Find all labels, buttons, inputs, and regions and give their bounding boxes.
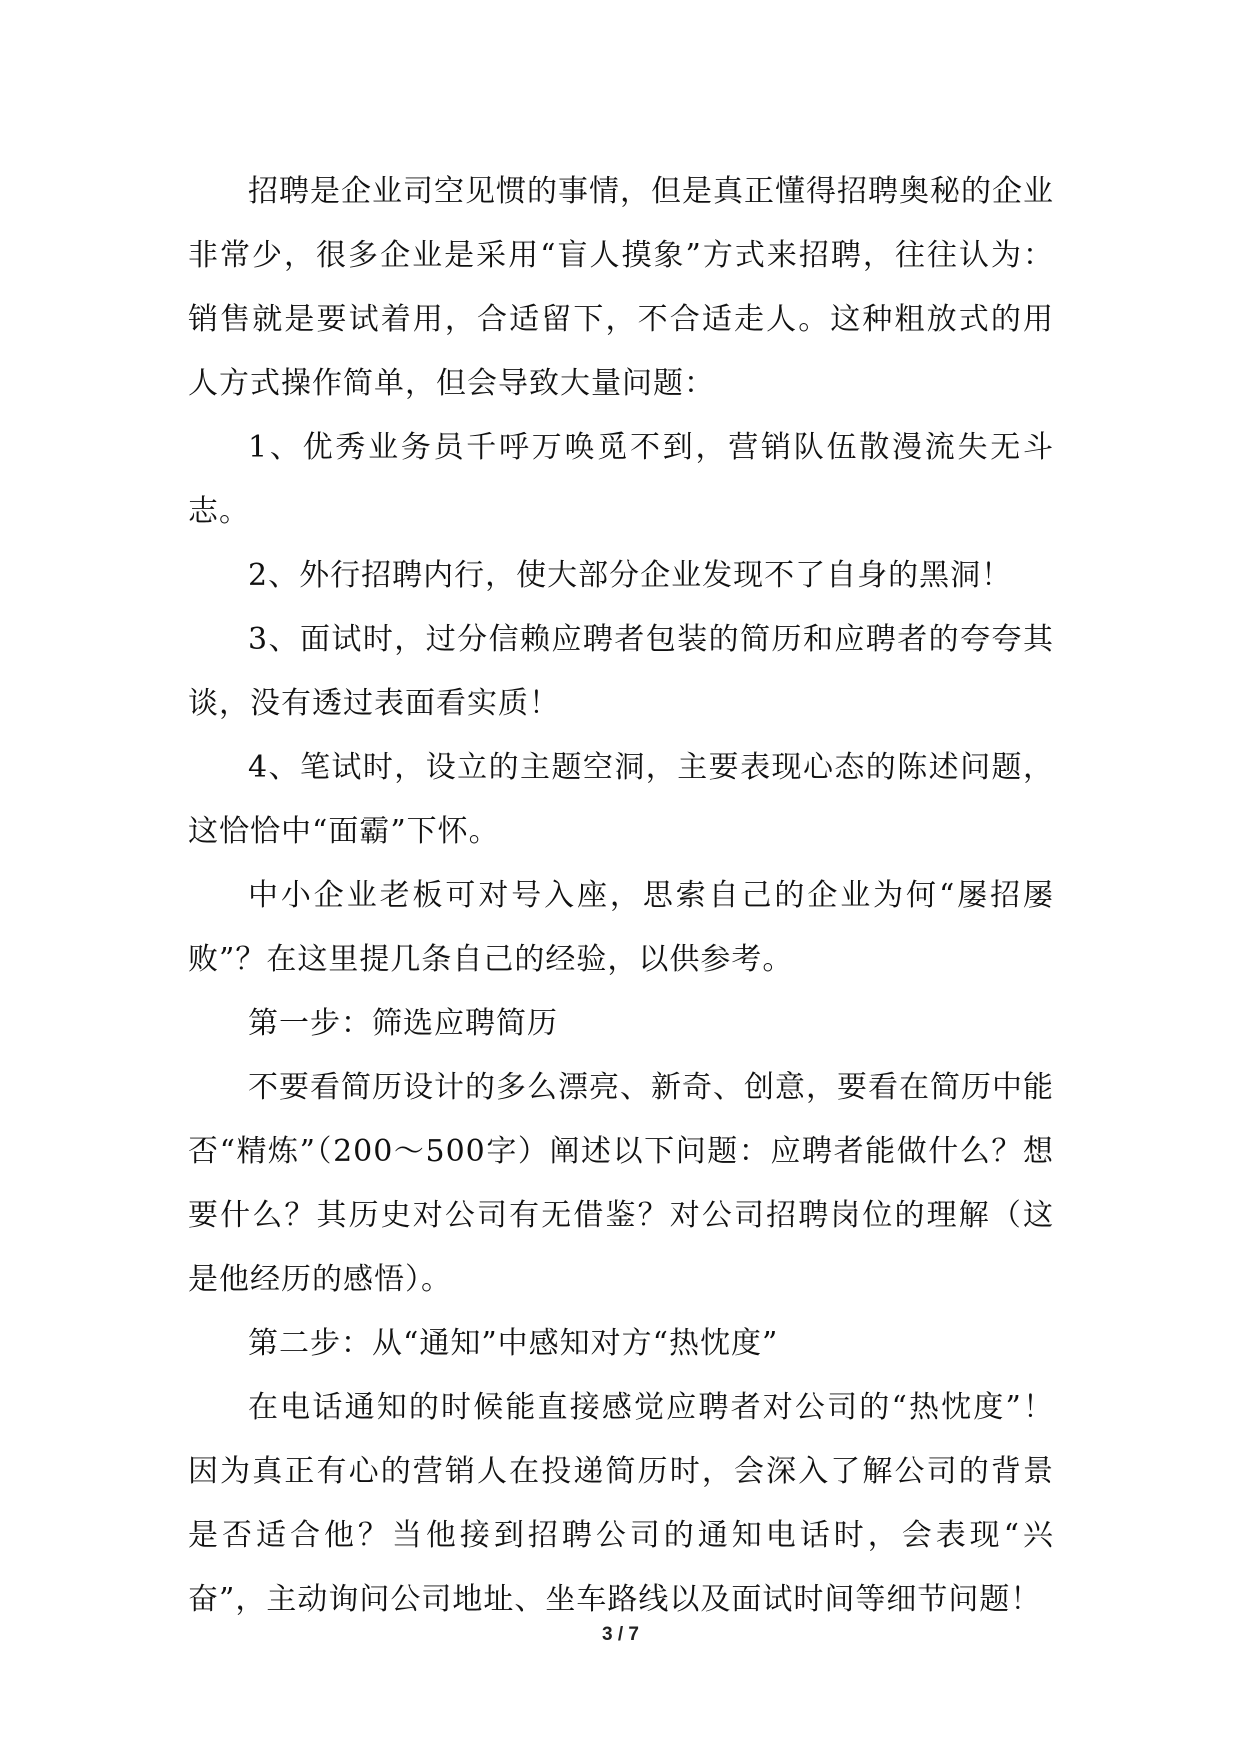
step-2-body: 在电话通知的时候能直接感觉应聘者对公司的“热忱度”！因为真正有心的营销人在投递简历时，会深入了解公司的背景是否适合他？当他接到招聘公司的通知电话时，会表现“兴奋”，主动询问公司地址、坐车路线以及面试时间等细节问题！ bbox=[188, 1390, 1054, 1617]
paragraph-problem-3: 3、面试时，过分信赖应聘者包装的简历和应聘者的夸夸其谈，没有透过表面看实质！ bbox=[188, 622, 1054, 721]
paragraph-intro: 招聘是企业司空见惯的事情，但是真正懂得招聘奥秘的企业非常少，很多企业是采用“盲人摸象”方式来招聘，往往认为：销售就是要试着用，合适留下，不合适走人。这种粗放式的用人方式操作简单，但会导致大量问题： bbox=[188, 174, 1054, 401]
paragraph-reflection: 中小企业老板可对号入座，思索自己的企业为何“屡招屡败”？在这里提几条自己的经验，以供参考。 bbox=[188, 878, 1054, 977]
step-1-heading: 第一步：筛选应聘简历 bbox=[248, 1006, 558, 1041]
page-number: 3 / 7 bbox=[602, 1624, 639, 1645]
paragraph-problem-2: 2、外行招聘内行，使大部分企业发现不了自身的黑洞！ bbox=[248, 558, 1013, 593]
step-2-heading: 第二步：从“通知”中感知对方“热忱度” bbox=[248, 1326, 779, 1361]
step-1-body: 不要看简历设计的多么漂亮、新奇、创意，要看在简历中能否“精炼”（200～500字）阐述以下问题：应聘者能做什么？想要什么？其历史对公司有无借鉴？对公司招聘岗位的理解（这是他经历的感悟）。 bbox=[188, 1070, 1054, 1297]
paragraph-problem-4: 4、笔试时，设立的主题空洞，主要表现心态的陈述问题，这恰恰中“面霸”下怀。 bbox=[188, 750, 1054, 849]
document-body bbox=[188, 160, 1054, 1632]
paragraph-problem-1: 1、优秀业务员千呼万唤觅不到，营销队伍散漫流失无斗志。 bbox=[188, 430, 1054, 529]
